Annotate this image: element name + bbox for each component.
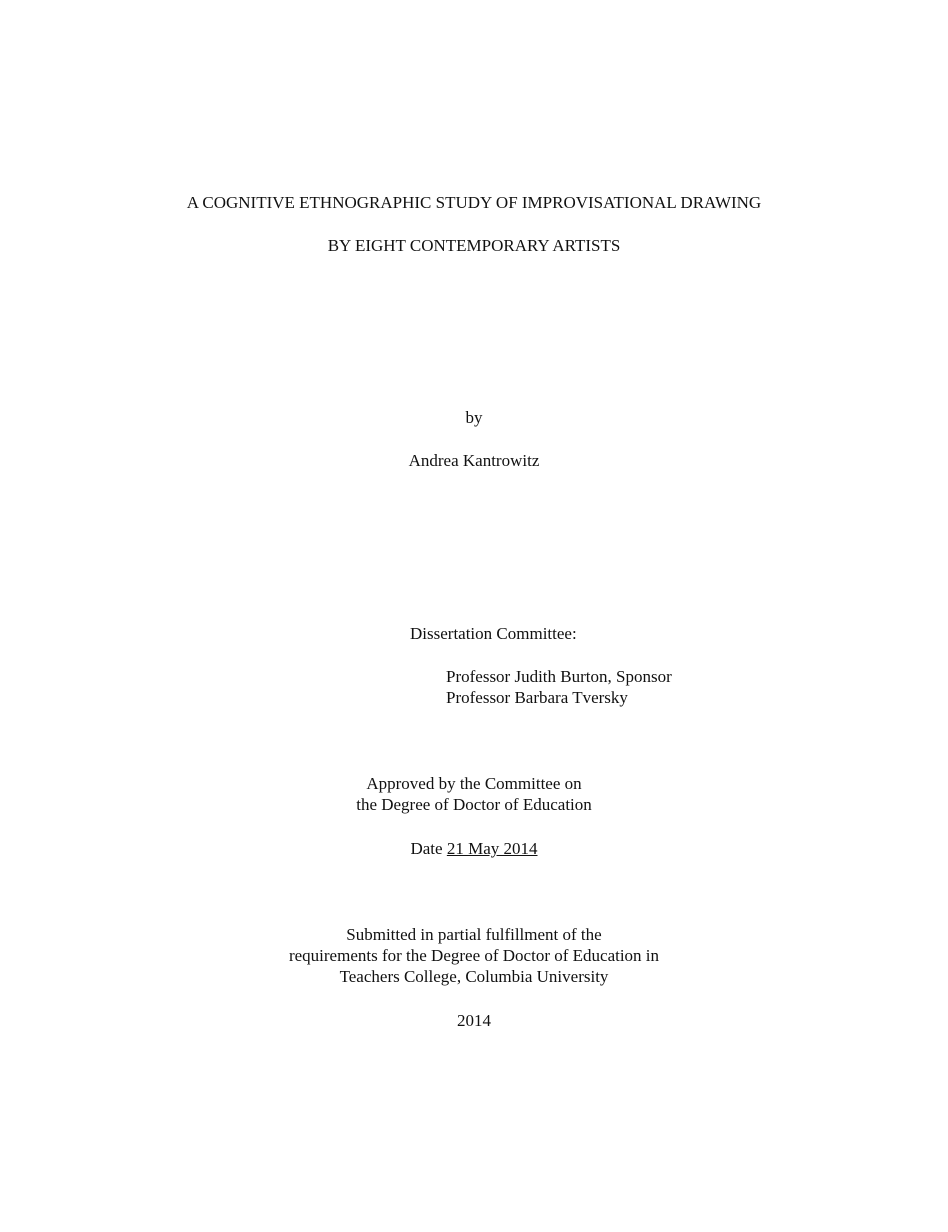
submission-year: 2014: [457, 1011, 491, 1030]
submission-line-3: Teachers College, Columbia University: [339, 967, 609, 986]
dissertation-title-continued: [0, 235, 948, 256]
committee-member: Professor Barbara Tversky: [446, 688, 628, 707]
approval-date: [0, 838, 948, 859]
title-line-1: A COGNITIVE ETHNOGRAPHIC STUDY OF IMPROVISATIONAL DRAWING: [186, 193, 762, 212]
date-label: Date: [410, 839, 443, 858]
committee-label: Dissertation Committee:: [410, 624, 577, 643]
submission-line-2: requirements for the Degree of Doctor of Education in: [288, 946, 660, 965]
approval-line-2: the Degree of Doctor of Education: [356, 795, 592, 814]
by-label: by: [465, 408, 483, 427]
dissertation-title: [0, 192, 948, 213]
committee-member-sponsor: Professor Judith Burton, Sponsor: [446, 667, 672, 686]
approval-statement: [0, 773, 948, 815]
author-name: Andrea Kantrowitz: [408, 451, 540, 470]
committee-members: [446, 666, 672, 708]
approval-line-1: Approved by the Committee on: [366, 774, 582, 793]
title-line-2: BY EIGHT CONTEMPORARY ARTISTS: [327, 236, 621, 255]
submission-statement: [0, 924, 948, 987]
date-value: 21 May 2014: [446, 839, 538, 858]
submission-line-1: Submitted in partial fulfillment of the: [346, 925, 602, 944]
